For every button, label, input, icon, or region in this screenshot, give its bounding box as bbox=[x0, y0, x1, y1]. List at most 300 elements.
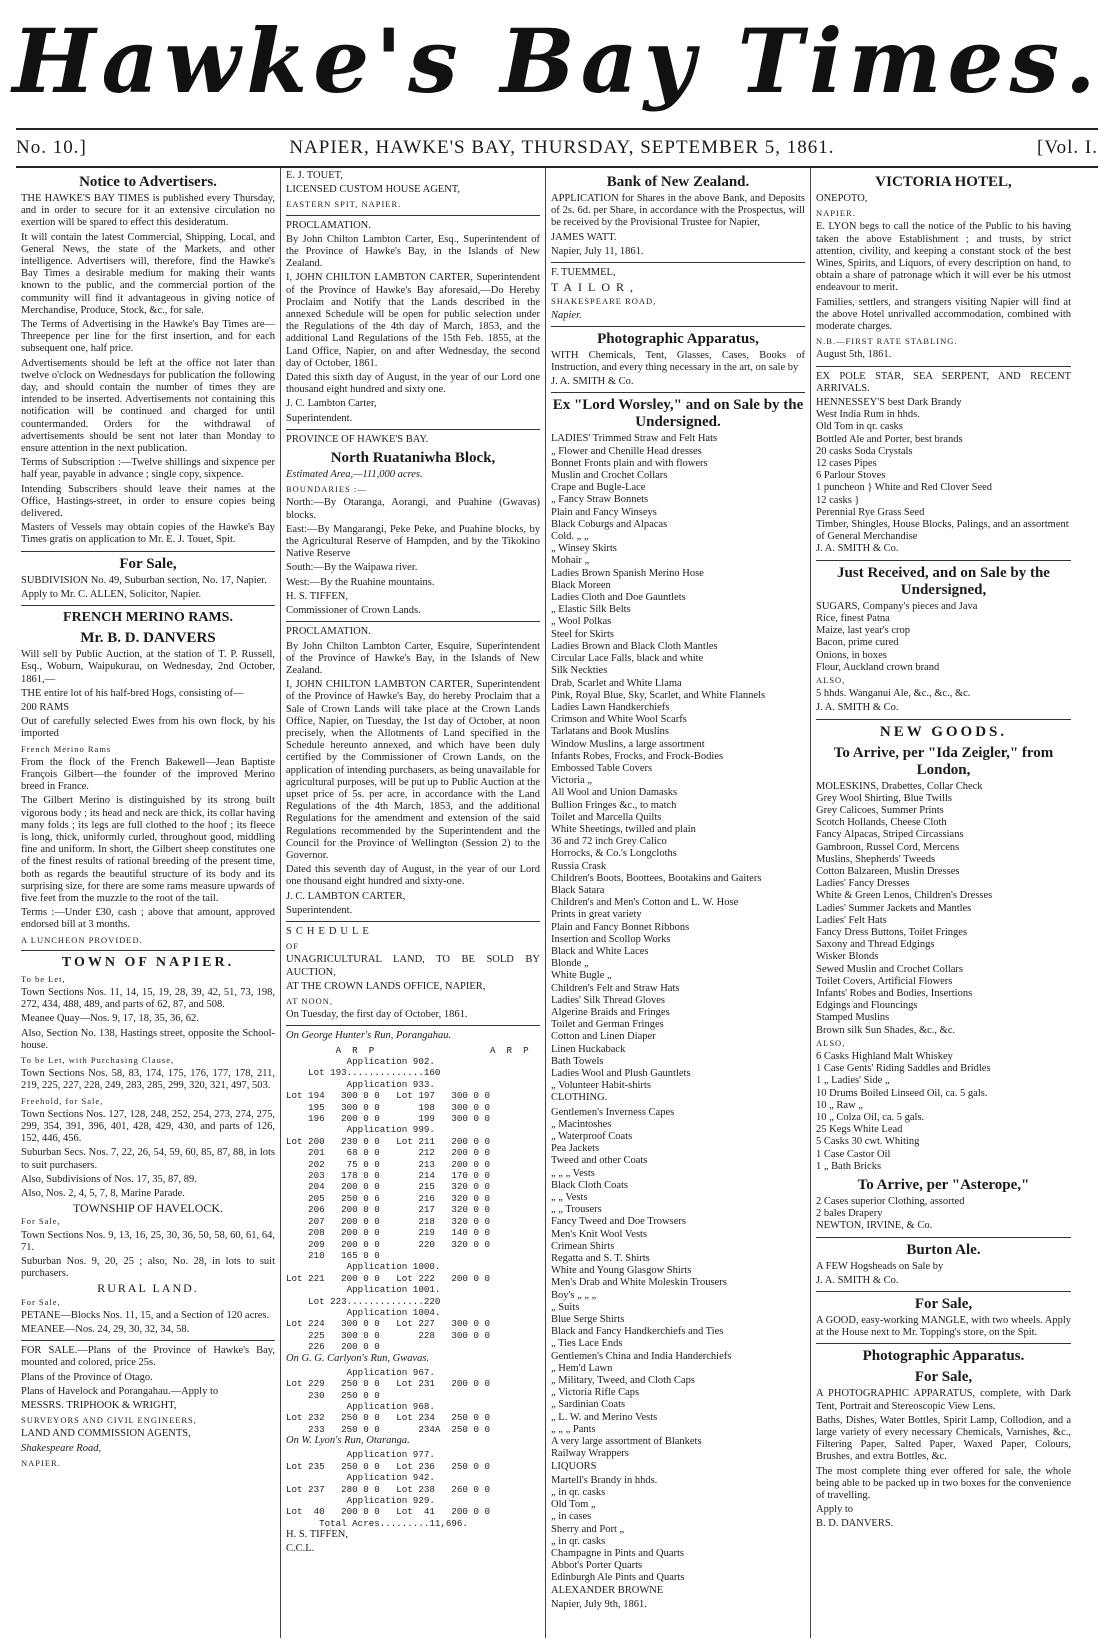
boundary-east: East:—By Mangarangi, Peke Peke, and Puahine blocks, by the Agricultural Reserve of Hampden, and by the Tikokino Native Reserve bbox=[286, 523, 540, 560]
block-area: Estimated Area,—111,000 acres. bbox=[286, 469, 423, 481]
list-item: Ladies Brown Spanish Merino Hose bbox=[551, 567, 704, 579]
photo2-signature: B. D. DANVERS. bbox=[816, 1518, 894, 1530]
bank-date: Napier, July 11, 1861. bbox=[551, 245, 644, 257]
rams-seller: Mr. B. D. DANVERS bbox=[80, 630, 216, 647]
list-item: Drab, Scarlet and White Llama bbox=[551, 677, 682, 689]
newgoods-title: NEW GOODS. bbox=[879, 723, 1008, 740]
list-item: Prints in great variety bbox=[551, 909, 642, 921]
list-item: Ladies' Silk Thread Gloves bbox=[551, 994, 665, 1006]
list-item: Fancy Alpacas, Striped Circassians bbox=[816, 829, 964, 841]
photo2-title: Photographic Apparatus. bbox=[862, 1348, 1025, 1365]
proclamation-signature: J. C. Lambton Carter, bbox=[286, 398, 377, 410]
forsale-title: For Sale, bbox=[119, 555, 177, 572]
plans-line: FOR SALE.—Plans of the Province of Hawke's Bay, mounted and colored, price 25s. bbox=[21, 1345, 275, 1369]
divider bbox=[816, 1237, 1071, 1238]
notice-paragraph: The Terms of Advertising in the Hawke's Bay Times are—Threepence per line for the first insertion, and for each subsequent one, half price. bbox=[21, 319, 275, 355]
list-item: Men's Knit Wool Vests bbox=[551, 1228, 648, 1240]
schedule-where: AT THE CROWN LANDS OFFICE, NAPIER, bbox=[286, 980, 486, 992]
list-item: Black Satara bbox=[551, 884, 605, 896]
list-item: Window Muslins, a large assortment bbox=[551, 738, 705, 750]
list-item: „ „ Vests bbox=[551, 1192, 588, 1204]
list-item: „ Ties Lace Ends bbox=[551, 1338, 623, 1350]
list-item: „ „ Trousers bbox=[551, 1204, 602, 1216]
schedule-sub: UNAGRICULTURAL LAND, TO BE SOLD BY AUCTION, bbox=[286, 954, 540, 978]
list-item: Plain and Fancy Winseys bbox=[551, 506, 657, 518]
agents-addr: Shakespeare Road, bbox=[21, 1442, 102, 1454]
list-item: Cotton and Linen Diaper bbox=[551, 1031, 656, 1043]
list-item: 6 Parlour Stoves bbox=[816, 470, 886, 482]
rams-breed: French Merino Rams bbox=[21, 743, 112, 754]
lots-table: A R P A R P Application 902. Lot 193..............160 Application 933. Lot 194 300 0 0 Lot 197 300 0 0 195 300 0 0 198 300 0 0 196 200 0 0 199 300 0 0 Application 999. Lot 200 230 0 0 Lot 211 200 0 0 201 68 0 0 212 200 0 0 202 75 0 0 213 200 0 0 203 178 0 0 214 170 0 0 204 200 0 0 215 320 0 0 205 250 0 6 216 320 0 0 206 200 0 0 217 320 0 0 207 200 0 0 218 320 0 0 208 200 0 0 219 140 0 0 209 200 0 0 220 320 0 0 210 165 0 0 Application 1000. Lot 221 200 0 0 Lot 222 200 0 0 Application 1001. Lot 223..............220 Application 1004. Lot 224 300 0 0 Lot 227 300 0 0 225 300 0 0 228 300 0 0 226 200 0 0 bbox=[286, 1044, 529, 1353]
schedule-when: On Tuesday, the first day of October, 1861. bbox=[286, 1009, 468, 1021]
divider bbox=[551, 392, 805, 393]
issue-number: No. 10.] bbox=[16, 137, 87, 158]
napier-freehold: Freehold, for Sale, bbox=[21, 1095, 104, 1106]
list-item: Regatta and S. T. Shirts bbox=[551, 1253, 650, 1265]
list-item: Bottled Ale and Porter, best brands bbox=[816, 433, 963, 445]
list-item: 1 „ Bath Bricks bbox=[816, 1160, 882, 1172]
list-item: Black and White Laces bbox=[551, 945, 649, 957]
list-item: 1 Case Castor Oil bbox=[816, 1148, 891, 1160]
hotel-body: E. LYON begs to call the notice of the Public to his having taken the above Establishment ; and trusts, by strict attention, civility, and keeping a constant stock of the best Wines, Spirits, and Liquors, of every description on hand, to obtain a share of patronage which it will ever be his utmost endeavour to merit. bbox=[816, 221, 1071, 294]
ida-also: ALSO, bbox=[816, 1037, 846, 1048]
list-item: Ladies Wool and Plush Gauntlets bbox=[551, 1068, 691, 1079]
bank-title: Bank of New Zealand. bbox=[606, 174, 750, 190]
schedule-run: On W. Lyon's Run, Otaranga. bbox=[286, 1435, 410, 1447]
rams-paragraph: From the flock of the French Bakewell—Jean Baptiste François Gilbert—the founder of the improved Merino breed in France. bbox=[21, 756, 275, 793]
list-item: Onions, in boxes bbox=[816, 649, 887, 661]
bank-signature: JAMES WATT. bbox=[551, 231, 617, 243]
list-item: Gentlemen's China and India Handerchiefs bbox=[551, 1350, 732, 1362]
hotel-date: August 5th, 1861. bbox=[816, 349, 892, 361]
list-item: Men's Drab and White Moleskin Trousers bbox=[551, 1277, 727, 1289]
schedule-sig-role: C.C.L. bbox=[286, 1543, 315, 1555]
proclamation-body: I, JOHN CHILTON LAMBTON CARTER, Superintendent of the Province of Hawke's Bay aforesaid,—Do Hereby Proclaim and Notify that the Lands described in the annexed Schedule will be open for public selection under the Regulations of the 4th day of March, 1853, and the additional Land Regulations of the 15th Feb. 1855, at the Land Office, Napier, on and after Wednesday, the second day of October, 1861. bbox=[286, 272, 540, 369]
boundary-south: South:—By the Waipawa river. bbox=[286, 562, 418, 574]
list-item: Black Coburgs and Alpacas bbox=[551, 518, 668, 530]
list-item: „ „ „ Vests bbox=[551, 1167, 595, 1179]
rams-terms: Terms :—Under £30, cash ; above that amount, approved endorsed bill at 3 months. bbox=[21, 907, 275, 931]
photo2-body: Baths, Dishes, Water Bottles, Spirit Lamp, Collodion, and a large variety of every necessary Chemicals, Varnishes, &c., Filtering Paper, Salted Paper, Waxed Paper, Colours, Brushes, and extra Bottles, &c. bbox=[816, 1414, 1071, 1463]
photo2-body: The most complete thing ever offered for sale, the whole being able to be packed up in two boxes for the convenience of travelling. bbox=[816, 1465, 1071, 1502]
divider bbox=[816, 560, 1071, 561]
rams-count: 200 RAMS bbox=[21, 701, 70, 713]
list-item: Russia Crask bbox=[551, 860, 607, 872]
list-item: „ in qr. casks bbox=[551, 1486, 606, 1498]
divider bbox=[286, 621, 540, 622]
plans-line: Plans of the Province of Otago. bbox=[21, 1371, 153, 1383]
boundary-west: West:—By the Ruahine mountains. bbox=[286, 576, 435, 588]
list-item: 5 Casks 30 cwt. Whiting bbox=[816, 1136, 920, 1148]
list-item: Saxony and Thread Edgings bbox=[816, 939, 935, 951]
list-item: Ladies Brown and Black Cloth Mantles bbox=[551, 640, 718, 652]
list-item: Toilet and German Fringes bbox=[551, 1019, 664, 1031]
list-item: Abbot's Porter Quarts bbox=[551, 1560, 643, 1572]
list-item: Linen Huckaback bbox=[551, 1043, 626, 1055]
divider bbox=[816, 1343, 1071, 1344]
proclamation-signature: J. C. LAMBTON CARTER, bbox=[286, 890, 406, 902]
burton-signature: J. A. SMITH & Co. bbox=[816, 1274, 899, 1286]
list-item: „ Elastic Silk Belts bbox=[551, 604, 631, 616]
hotel-body: Families, settlers, and strangers visiting Napier will find at the above Hotel unrivalled accommodation, combined with moderate charges. bbox=[816, 296, 1071, 333]
list-item: Gentlemen's Inverness Capes bbox=[551, 1106, 675, 1118]
divider bbox=[21, 551, 275, 552]
list-item: „ Fancy Straw Bonnets bbox=[551, 494, 649, 506]
list-item: 12 cases Pipes bbox=[816, 458, 877, 470]
agent-role: LICENSED CUSTOM HOUSE AGENT, bbox=[286, 184, 461, 196]
list-item: Crape and Bugle-Lace bbox=[551, 482, 646, 494]
list-item: Sewed Muslin and Crochet Collars bbox=[816, 963, 963, 975]
column-3 bbox=[546, 168, 811, 1638]
agents-town: NAPIER. bbox=[21, 1457, 61, 1468]
received-title: Just Received, and on Sale by the Undersigned, bbox=[837, 564, 1050, 598]
list-item: Silk Neckties bbox=[551, 665, 608, 677]
list-item: West India Rum in hhds. bbox=[816, 409, 920, 421]
havelock-line: Suburban Nos. 9, 20, 25 ; also, No. 28, in lots to suit purchasers. bbox=[21, 1256, 275, 1280]
browne-signature: ALEXANDER BROWNE bbox=[551, 1584, 664, 1596]
masthead bbox=[0, 0, 1114, 122]
list-item: „ Wool Polkas bbox=[551, 616, 612, 628]
tailor-town: Napier. bbox=[551, 309, 582, 321]
goods-list bbox=[551, 433, 805, 1092]
list-item: 10 Drums Boiled Linseed Oil, ca. 5 gals. bbox=[816, 1087, 988, 1099]
schedule-run: On G. G. Carlyon's Run, Gwavas. bbox=[286, 1352, 430, 1364]
received-also: ALSO, bbox=[816, 674, 846, 685]
notice-title: Notice to Advertisers. bbox=[79, 174, 217, 190]
tailor-addr: SHAKESPEARE ROAD, bbox=[551, 296, 657, 307]
list-item: „ Hem'd Lawn bbox=[551, 1362, 613, 1374]
list-item: „ Winsey Skirts bbox=[551, 543, 617, 555]
list-item: Ladies Cloth and Doe Gauntlets bbox=[551, 592, 686, 604]
list-item: Circular Lace Falls, black and white bbox=[551, 653, 704, 665]
list-item: All Wool and Union Damasks bbox=[551, 787, 678, 799]
divider bbox=[286, 429, 540, 430]
list-item: Brown silk Sun Shades, &c., &c. bbox=[816, 1024, 956, 1036]
rural-line: PETANE—Blocks Nos. 11, 15, and a Section of 120 acres. bbox=[21, 1309, 270, 1321]
list-item: Fancy Tweed and Doe Trowsers bbox=[551, 1216, 686, 1228]
tailor-name: F. TUEMMEL, bbox=[551, 267, 616, 279]
list-item: LADIES' Trimmed Straw and Felt Hats bbox=[551, 433, 718, 445]
list-item: Algerine Braids and Fringes bbox=[551, 1006, 670, 1018]
burton-body: A FEW Hogsheads on Sale by bbox=[816, 1260, 944, 1272]
divider bbox=[286, 1025, 540, 1026]
list-item: „ Waterproof Coats bbox=[551, 1131, 633, 1143]
list-item: Bath Towels bbox=[551, 1055, 604, 1067]
list-item: Pea Jackets bbox=[551, 1143, 600, 1155]
list-item: 12 casks } bbox=[816, 494, 860, 506]
notice-paragraph: It will contain the latest Commercial, Shipping, Local, and General News, the state of the Markets, and other intelligence. Advertisers will, therefore, find the Hawke's Bay Times a desirable medium for making their wants known to the public, and the commercial portion of the community will find it advantageous in giving notice of Merchandise, Produce, Stock, &c., for sale. bbox=[21, 231, 275, 316]
column-1 bbox=[16, 168, 281, 1638]
agent-name: E. J. TOUET, bbox=[286, 170, 343, 181]
block-sig-role: Commissioner of Crown Lands. bbox=[286, 605, 421, 617]
list-item: „ in cases bbox=[551, 1511, 592, 1523]
notice-paragraph: THE HAWKE'S BAY TIMES is published every Thursday, and in order to secure for it an extensive circulation no exertion will be spared to effect this desideratum. bbox=[21, 193, 275, 229]
place-date: NAPIER, HAWKE'S BAY, THURSDAY, SEPTEMBER 5, 1861. bbox=[289, 137, 835, 158]
rams-paragraph: Out of carefully selected Ewes from his own flock, by his imported bbox=[21, 716, 275, 740]
block-signature: H. S. TIFFEN, bbox=[286, 590, 348, 602]
polestar-title: EX POLE STAR, SEA SERPENT, AND RECENT ARRIVALS. bbox=[816, 370, 1071, 394]
browne-date: Napier, July 9th, 1861. bbox=[551, 1598, 647, 1610]
boundaries-label: BOUNDARIES :— bbox=[286, 484, 367, 495]
divider bbox=[286, 215, 540, 216]
list-item: Children's and Men's Cotton and L. W. Hose bbox=[551, 897, 739, 909]
list-item: 2 Cases superior Clothing, assorted bbox=[816, 1196, 965, 1208]
havelock-title: TOWNSHIP OF HAVELOCK. bbox=[72, 1201, 224, 1216]
rams-luncheon: A LUNCHEON PROVIDED. bbox=[21, 934, 143, 945]
list-item: 1 Case Gents' Riding Saddles and Bridles bbox=[816, 1063, 991, 1075]
rams-paragraph: The Gilbert Merino is distinguished by its strong built vigorous body ; its head and neck are thick, its collar having many folds ; its legs are full clothed to the hoof ; its fleece is long, thick, uniformly curled, throughout good, middling fine and uniform. In short, the Gilbert sheep constitutes one of the finest results of rational breeding of the present time, both as regards the beautiful structure of its body and its surprising size, for there are some rams measure upwards of five feet from the muzzle to the root of the tail. bbox=[21, 795, 275, 904]
schedule-signature: H. S. TIFFEN, bbox=[286, 1529, 348, 1541]
list-item: Martell's Brandy in hhds. bbox=[551, 1474, 658, 1486]
list-item: Flour, Auckland crown brand bbox=[816, 661, 940, 673]
list-item: Plain and Fancy Bonnet Ribbons bbox=[551, 921, 690, 933]
list-item: Pink, Royal Blue, Sky, Scarlet, and White Flannels bbox=[551, 689, 766, 701]
list-item: „ in qr. casks bbox=[551, 1535, 606, 1547]
schedule-noon: AT NOON, bbox=[286, 995, 334, 1006]
asterope-title: To Arrive, per "Asterope," bbox=[857, 1177, 1030, 1194]
divider bbox=[551, 262, 805, 263]
list-item: „ Volunteer Habit-shirts bbox=[551, 1080, 651, 1092]
napier-line: Town Sections Nos. 58, 83, 174, 175, 176, 177, 178, 211, 219, 225, 227, 228, 249, 283, 285, 299, 320, 321, 497, 503. bbox=[21, 1068, 275, 1092]
list-item: Toilet and Marcella Quilts bbox=[551, 811, 662, 823]
liquors-list bbox=[551, 1475, 805, 1585]
divider bbox=[21, 605, 275, 606]
list-item: Mohair „ bbox=[551, 555, 590, 567]
list-item: HENNESSEY'S best Dark Brandy bbox=[816, 397, 962, 409]
notice-paragraph: Advertisements should be left at the office not later than twelve o'clock on Wednesdays for publication the following day, and should contain the number of times they are intended to be inserted. Advertisements not containing this notification will be continued and charged for until countermanded. Orders for the withdrawal of advertisements should be sent not later than Monday to ensure attention in the next publication. bbox=[21, 357, 275, 455]
agents-role: SURVEYORS AND CIVIL ENGINEERS, bbox=[21, 1415, 197, 1426]
napier-line: Town Sections Nos. 11, 14, 15, 19, 28, 39, 42, 51, 73, 198, 272, 434, 488, 489, and parts of 62, 87, and 508. bbox=[21, 986, 275, 1011]
napier-line: Also, Subdivisions of Nos. 17, 35, 87, 89. bbox=[21, 1173, 197, 1185]
list-item: Horrocks, & Co.'s Longcloths bbox=[551, 848, 677, 860]
forsale-apply: Apply to Mr. C. ALLEN, Solicitor, Napier. bbox=[21, 588, 202, 600]
list-item: Cotton Balzareen, Muslin Dresses bbox=[816, 865, 960, 877]
divider bbox=[816, 366, 1071, 367]
photo2-apply: Apply to bbox=[816, 1504, 854, 1516]
list-item: Infants' Robes and Bodies, Insertions bbox=[816, 987, 973, 999]
divider bbox=[816, 719, 1071, 720]
clothing-list bbox=[551, 1107, 805, 1461]
proclamation-dated: Dated this sixth day of August, in the year of our Lord one thousand eight hundred and sixty one. bbox=[286, 372, 540, 396]
rams-title: FRENCH MERINO RAMS. bbox=[63, 610, 233, 626]
hotel-place: ONEPOTO, bbox=[816, 193, 868, 204]
list-item: Children's Boots, Boottees, Bootakins and Gaiters bbox=[551, 872, 762, 884]
list-item: Muslin and Crochet Collars bbox=[551, 470, 668, 482]
rural-title: RURAL LAND. bbox=[97, 1281, 199, 1296]
list-item: Timber, Shingles, House Blocks, Palings, and an assortment of General Merchandise bbox=[816, 519, 1069, 543]
proclamation-title: PROCLAMATION. bbox=[286, 219, 371, 231]
photo-signature: J. A. SMITH & Co. bbox=[551, 376, 634, 388]
agents-name: MESSRS. TRIPHOOK & WRIGHT, bbox=[21, 1400, 177, 1412]
plans-line: Plans of Havelock and Porangahau.—Apply to bbox=[21, 1385, 219, 1397]
block-title: North Ruataniwha Block, bbox=[330, 450, 496, 467]
list-item: 1 puncheon } White and Red Clover Seed bbox=[816, 482, 993, 494]
havelock-line: Town Sections Nos. 9, 13, 16, 25, 30, 36, 50, 58, 60, 61, 64, 71. bbox=[21, 1229, 275, 1253]
list-item: Grey Calicoes, Summer Prints bbox=[816, 804, 944, 816]
columns bbox=[16, 168, 1098, 1638]
list-item: Ladies Lawn Handkerchiefs bbox=[551, 701, 670, 713]
notice-paragraph: Masters of Vessels may obtain copies of the Hawke's Bay Times gratis on application to Mr. E. J. Touet, Spit. bbox=[21, 522, 275, 546]
list-item: Cold. „ „ bbox=[551, 531, 589, 543]
list-item: Bacon, prime cured bbox=[816, 637, 899, 649]
list-item: Maize, last year's crop bbox=[816, 625, 911, 637]
notice-paragraph: Intending Subscribers should leave their names at the Office, Hastings-street, in order to ensure copies being delivered. bbox=[21, 483, 275, 520]
photo2-sale: For Sale, bbox=[914, 1369, 973, 1386]
list-item: Black Moreen bbox=[551, 579, 611, 591]
rams-paragraph: Will sell by Public Auction, at the station of T. P. Russell, Esq., Woburn, Waipukurau, on Wednesday, 2nd October, 1861,— bbox=[21, 649, 275, 685]
list-item: Rice, finest Patna bbox=[816, 612, 890, 624]
list-item: Embossed Table Covers bbox=[551, 762, 653, 774]
list-item: Children's Felt and Straw Hats bbox=[551, 982, 680, 994]
list-item: Bullion Fringes &c., to match bbox=[551, 799, 677, 811]
ida-title: To Arrive, per "Ida Zeigler," from London, bbox=[833, 744, 1054, 778]
list-item: Tweed and other Coats bbox=[551, 1155, 648, 1167]
list-item: „ Flower and Chenille Head dresses bbox=[551, 445, 702, 457]
schedule-title: SCHEDULE bbox=[286, 925, 373, 937]
list-item: Railway Wrappers bbox=[551, 1448, 629, 1460]
proclamation-by: By John Chilton Lambton Carter, Esquire, Superintendent of the Province of Hawke's Bay, in the Islands of New Zealand. bbox=[286, 640, 540, 676]
divider bbox=[551, 326, 805, 327]
list-item: Black Cloth Coats bbox=[551, 1179, 628, 1191]
list-item: Insertion and Scollop Works bbox=[551, 933, 671, 945]
napier-title: TOWN OF NAPIER. bbox=[61, 954, 235, 970]
proclamation-dated: Dated this seventh day of August, in the year of our Lord one thousand eight hundred and sixty-one. bbox=[286, 864, 540, 888]
ida-list-2 bbox=[816, 1051, 1071, 1173]
list-item: Scotch Hollands, Cheese Cloth bbox=[816, 817, 947, 829]
list-item: Champagne in Pints and Quarts bbox=[551, 1547, 684, 1559]
list-item: White Bugle „ bbox=[551, 970, 612, 982]
asterope-signature: NEWTON, IRVINE, & Co. bbox=[816, 1220, 933, 1232]
list-item: „ „ „ Pants bbox=[551, 1423, 596, 1435]
list-item: Muslins, Shepherds' Tweeds bbox=[816, 853, 936, 865]
lots-table: Application 967. Lot 229 250 0 0 Lot 231 200 0 0 230 250 0 0 Application 968. Lot 232 250 0 0 Lot 234 250 0 0 233 250 0 0 234A 250 0 0 bbox=[286, 1366, 490, 1435]
mangle-title: For Sale, bbox=[914, 1296, 973, 1313]
list-item: Tarlatans and Book Muslins bbox=[551, 726, 669, 738]
list-item: 2 bales Drapery bbox=[816, 1208, 883, 1220]
list-item: SUGARS, Company's pieces and Java bbox=[816, 600, 978, 612]
newspaper-title: Hawke's Bay Times. bbox=[12, 9, 1102, 113]
received-signature: J. A. SMITH & Co. bbox=[816, 702, 899, 714]
polestar-signature: J. A. SMITH & Co. bbox=[816, 543, 899, 555]
list-item: Old Tom „ bbox=[551, 1499, 596, 1511]
list-item: Infants Robes, Frocks, and Frock-Bodies bbox=[551, 750, 724, 762]
list-item: Edgings and Flouncings bbox=[816, 1000, 918, 1012]
polestar-list bbox=[816, 397, 1071, 543]
list-item: Edinburgh Ale Pints and Quarts bbox=[551, 1572, 685, 1584]
list-item: „ Suits bbox=[551, 1301, 580, 1313]
list-item: Ladies' Summer Jackets and Mantles bbox=[816, 902, 972, 914]
list-item: White and Young Glasgow Shirts bbox=[551, 1265, 692, 1277]
divider bbox=[816, 1291, 1071, 1292]
havelock-sale: For Sale, bbox=[21, 1216, 61, 1227]
schedule-run: On George Hunter's Run, Porangahau. bbox=[286, 1030, 452, 1042]
proclamation-title: PROCLAMATION. bbox=[286, 626, 371, 638]
list-item: Ladies' Fancy Dresses bbox=[816, 878, 910, 890]
lots-table: Application 977. Lot 235 250 0 0 Lot 236 250 0 0 Application 942. Lot 237 280 0 0 Lot 238 260 0 0 Application 929. Lot 40 200 0 0 Lot 41 200 0 0 Total Acres.........11,696. bbox=[286, 1449, 490, 1529]
list-item: MOLESKINS, Drabettes, Collar Check bbox=[816, 780, 983, 792]
rural-line: MEANEE—Nos. 24, 29, 30, 32, 34, 58. bbox=[21, 1324, 190, 1336]
column-4 bbox=[811, 168, 1076, 1638]
list-item: „ Military, Tweed, and Cloth Caps bbox=[551, 1375, 695, 1387]
forsale-text: SUBDIVISION No. 49, Suburban section, No. 17, Napier. bbox=[21, 574, 267, 586]
list-item: Black and Fancy Handkerchiefs and Ties bbox=[551, 1326, 724, 1338]
list-item: „ Victoria Rifle Caps bbox=[551, 1387, 640, 1399]
napier-line: Also, Nos. 2, 4, 5, 7, 8, Marine Parade. bbox=[21, 1188, 185, 1200]
rural-sale: For Sale, bbox=[21, 1296, 61, 1307]
list-item: 20 casks Soda Crystals bbox=[816, 445, 913, 457]
schedule-of: OF bbox=[286, 941, 299, 952]
divider bbox=[21, 950, 275, 951]
list-item: Blue Serge Shirts bbox=[551, 1314, 625, 1326]
napier-let: To be Let, bbox=[21, 973, 66, 984]
list-item: 6 Casks Highland Malt Whiskey bbox=[816, 1050, 953, 1062]
list-item: „ L. W. and Merino Vests bbox=[551, 1411, 658, 1423]
hotel-town: NAPIER. bbox=[816, 208, 856, 219]
proclamation-sig-role: Superintendent. bbox=[286, 904, 353, 916]
photo-body: WITH Chemicals, Tent, Glasses, Cases, Books of Instruction, and every thing necessary in the art, on sale by bbox=[551, 349, 805, 374]
list-item: Toilet Covers, Artificial Flowers bbox=[816, 975, 953, 987]
napier-line: Meanee Quay—Nos. 9, 17, 18, 35, 36, 62. bbox=[21, 1013, 199, 1025]
list-item: 10 „ Colza Oil, ca. 5 gals. bbox=[816, 1112, 925, 1123]
volume: [Vol. I. bbox=[1037, 137, 1098, 158]
list-item: Gambroon, Russel Cord, Mercens bbox=[816, 841, 960, 853]
list-item: 25 Kegs White Lead bbox=[816, 1124, 903, 1136]
list-item: White Sheetings, twilled and plain bbox=[551, 823, 696, 835]
list-item: Wisker Blonds bbox=[816, 951, 879, 963]
province-title: PROVINCE OF HAWKE'S BAY. bbox=[286, 433, 429, 445]
ida-list bbox=[816, 781, 1071, 1037]
list-item: Grey Wool Shirting, Blue Twills bbox=[816, 792, 952, 804]
list-item: Crimean Shirts bbox=[551, 1240, 615, 1252]
list-item: „ Macintoshes bbox=[551, 1118, 612, 1130]
list-item: 10 „ Raw „ bbox=[816, 1099, 863, 1111]
list-item: Sherry and Port „ bbox=[551, 1523, 625, 1535]
rams-paragraph: THE entire lot of his half-bred Hogs, consisting of— bbox=[21, 687, 244, 699]
notice-paragraph: Terms of Subscription :—Twelve shillings and sixpence per half year, payable in advance ; single copy, sixpence. bbox=[21, 457, 275, 481]
hotel-nb: N.B.—FIRST RATE STABLING. bbox=[816, 336, 958, 347]
list-item: Perennial Rye Grass Seed bbox=[816, 506, 925, 518]
napier-let2: To be Let, with Purchasing Clause, bbox=[21, 1054, 175, 1065]
dateline bbox=[16, 128, 1098, 168]
list-item: Victoria „ bbox=[551, 775, 593, 787]
napier-line: Town Sections Nos. 127, 128, 248, 252, 254, 273, 274, 275, 299, 354, 391, 396, 401, 428, 429, 430, and parts of 126, 152, 446, 456. bbox=[21, 1108, 275, 1145]
list-item: Blonde „ bbox=[551, 958, 589, 970]
napier-line: Suburban Secs. Nos. 7, 22, 26, 54, 59, 60, 85, 87, 88, in lots to suit purchasers. bbox=[21, 1147, 275, 1171]
list-item: Steel for Skirts bbox=[551, 628, 614, 640]
list-item: Old Tom in qr. casks bbox=[816, 421, 903, 433]
list-item: „ Sardinian Coats bbox=[551, 1399, 626, 1411]
photo-title: Photographic Apparatus, bbox=[597, 330, 759, 347]
list-item: A very large assortment of Blankets bbox=[551, 1436, 702, 1448]
proclamation-body: I, JOHN CHILTON LAMBTON CARTER, Superintendent of the Province of Hawke's Bay, do hereby Proclaim that a Sale of Crown Lands will take place at the Crown Lands Office, Napier, on Tuesday, the 1st day of October, at noon precisely, when the Allotments of Land specified in the Schedule hereunto annexed, and which have been duly certified by the Commissioner of Crown Lands, on the application of intending purchasers, as being unavailable for agricultural purposes, will be put up to Public Auction at the upset price of 5s. per acre, in accordance with the Land Regulations of the 4th March, 1853, and the additional Regulations for the amendment and extension of the said Regulations recommended by the Superintendent and the Council for the Province of Wellington (Session 2) to the Governor. bbox=[286, 679, 540, 861]
worsley-title: Ex "Lord Worsley," and on Sale by the Undersigned. bbox=[552, 397, 804, 431]
asterope-list bbox=[816, 1196, 1071, 1220]
column-2 bbox=[281, 168, 546, 1638]
napier-line: Also, Section No. 138, Hastings street, opposite the School-house. bbox=[21, 1027, 275, 1051]
mangle-body: A GOOD, easy-working MANGLE, with two wheels. Apply at the House next to Mr. Topping's store, on the Spit. bbox=[816, 1315, 1071, 1339]
bank-body: APPLICATION for Shares in the above Bank, and Deposits of 2s. 6d. per Share, in accordance with the Prospectus, will be received by the Provisional Trustee for Napier, bbox=[551, 193, 805, 229]
list-item: Fancy Dress Buttons, Toilet Fringes bbox=[816, 926, 968, 938]
photo2-body: A PHOTOGRAPHIC APPARATUS, complete, with Dark Tent, Portrait and Stereoscopic View Lens. bbox=[816, 1388, 1071, 1412]
list-item: 36 and 72 inch Grey Calico bbox=[551, 836, 667, 848]
agents-role2: LAND AND COMMISSION AGENTS, bbox=[21, 1428, 191, 1440]
list-item: Crimson and White Wool Scarfs bbox=[551, 714, 687, 726]
tailor-trade: TAILOR, bbox=[551, 280, 640, 295]
list-item: Bonnet Fronts plain and with flowers bbox=[551, 457, 708, 469]
list-item: Boy's „ „ „ bbox=[551, 1289, 597, 1301]
proclamation-by: By John Chilton Lambton Carter, Esq., Superintendent of the Province of Hawke's Bay, in the Islands of New Zealand. bbox=[286, 233, 540, 270]
boundary-north: North:—By Otaranga, Aorangi, and Puahine (Gwavas) blocks. bbox=[286, 497, 540, 521]
